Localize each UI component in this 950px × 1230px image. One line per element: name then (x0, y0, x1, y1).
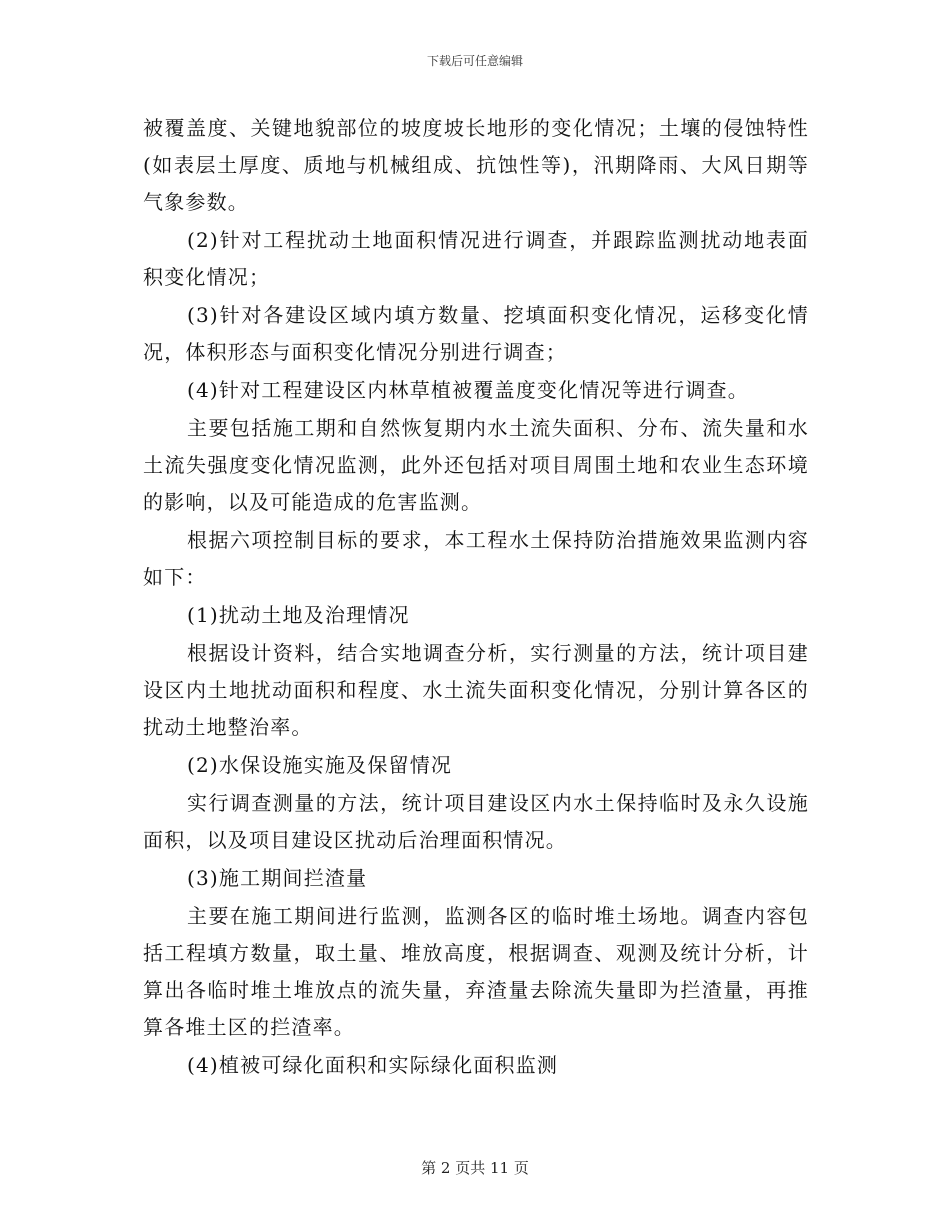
paragraph: 根据设计资料，结合实地调查分析，实行测量的方法，统计项目建设区内土地扰动面积和程度、水土流失面积变化情况，分别计算各区的扰动土地整治率。 (143, 641, 809, 739)
section-heading: (1)扰动土地及治理情况 (187, 603, 410, 627)
paragraph: (2)针对工程扰动土地面积情况进行调查，并跟踪监测扰动地表面积变化情况； (143, 228, 809, 289)
paragraph: 根据六项控制目标的要求，本工程水土保持防治措施效果监测内容如下： (143, 528, 809, 589)
document-body (143, 110, 809, 1085)
section-heading: (3)施工期间拦渣量 (187, 866, 368, 890)
paragraph: (4)针对工程建设区内林草植被覆盖度变化情况等进行调查。 (187, 378, 749, 402)
paragraph: 主要在施工期间进行监测，监测各区的临时堆土场地。调查内容包括工程填方数量，取土量、堆放高度，根据调查、观测及统计分析，计算出各临时堆土堆放点的流失量，弃渣量去除流失量即为拦渣量，再推算各堆土区的拦渣率。 (143, 904, 809, 1039)
paragraph: (3)针对各建设区域内填方数量、挖填面积变化情况，运移变化情况，体积形态与面积变化情况分别进行调查； (143, 303, 809, 364)
section-heading: (4)植被可绿化面积和实际绿化面积监测 (187, 1053, 559, 1077)
paragraph: 被覆盖度、关键地貌部位的坡度坡长地形的变化情况；土壤的侵蚀特性(如表层土厚度、质地与机械组成、抗蚀性等)，汛期降雨、大风日期等气象参数。 (143, 116, 809, 214)
page-header-note: 下载后可任意编辑 (426, 54, 523, 68)
paragraph: 实行调查测量的方法，统计项目建设区内水土保持临时及永久设施面积，以及项目建设区扰动后治理面积情况。 (143, 791, 809, 852)
section-heading: (2)水保设施实施及保留情况 (187, 753, 453, 777)
page-number: 第 2 页共 11 页 (421, 1159, 529, 1177)
paragraph: 主要包括施工期和自然恢复期内水土流失面积、分布、流失量和水土流失强度变化情况监测，此外还包括对项目周围土地和农业生态环境的影响，以及可能造成的危害监测。 (143, 416, 809, 514)
